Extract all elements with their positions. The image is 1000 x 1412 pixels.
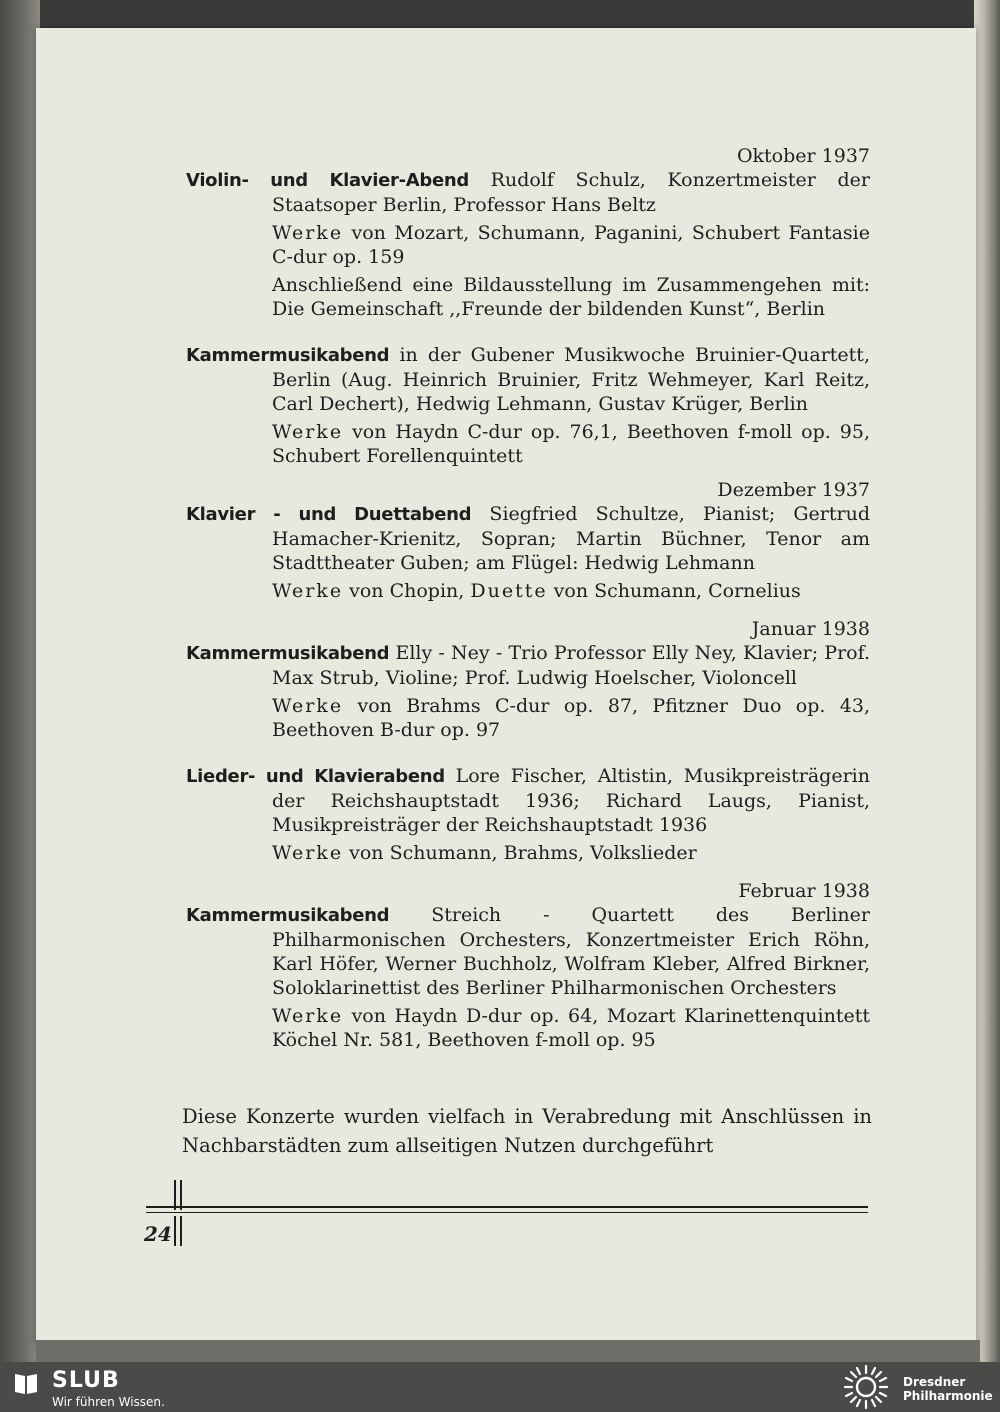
footer-rule [146,1212,868,1213]
concert-title: Kammermusikabend [186,905,390,926]
concert-works [186,841,870,865]
works-text: von Mozart, Schumann, Paganini, Schubert Fantasie C-dur op. 159 [272,222,871,268]
viewer-footer-bar [0,1362,1000,1412]
month-heading: Oktober 1937 [736,145,870,167]
dresdner-philharmonie-logo-icon [842,1364,890,1410]
concert-title: Kammermusikabend [186,643,390,664]
concert-entry [186,641,870,690]
works-text: von Brahms C-dur op. 87, Pfitzner Duo op. 43, Beethoven B-dur op. 97 [272,695,870,741]
spacer [186,742,870,764]
page-number: 24 [144,1222,172,1246]
spacer [186,321,870,343]
concert-works [186,694,870,742]
scan-left-edge [0,0,40,1362]
month-heading: Januar 1938 [751,618,870,640]
dresdner-philharmonie-line2: Philharmonie [903,1389,993,1403]
ornament-bar [180,1216,182,1246]
concert-title: Klavier - und Duettabend [186,504,472,525]
concert-entry [186,903,870,1000]
month-heading: Februar 1938 [738,880,870,902]
works-text: von Haydn D-dur op. 64, Mozart Klarinettenquintett Köchel Nr. 581, Beethoven f-moll op. 95 [272,1005,870,1051]
dresdner-philharmonie-line1: Dresdner [903,1375,966,1389]
concert-list [186,138,870,1052]
ornament-bar [174,1216,176,1246]
works-label: Werke [272,580,344,602]
works-label: Werke [272,222,344,244]
concert-performers: Rudolf Schulz, Konzertmeister der Staatsoper Berlin, Professor Hans Beltz [272,169,870,216]
works-label: Duette [470,580,548,602]
concert-works [186,579,870,603]
concert-works [186,221,870,269]
concert-title: Kammermusikabend [186,345,390,366]
concert-entry [186,764,870,837]
concert-works [186,420,870,468]
works-label: Werke [272,842,344,864]
concert-entry [186,343,870,416]
slub-logo-subtitle: Wir führen Wissen. [52,1395,165,1409]
month-heading: Dezember 1937 [717,479,870,501]
works-text: von Haydn C-dur op. 76,1, Beethoven f-moll op. 95, Schubert Forellenquintett [272,421,870,467]
concert-entry [186,168,870,217]
concert-performers: Elly - Ney - Trio Professor Elly Ney, Klavier; Prof. Max Strub, Violine; Prof. Ludwig Hoelscher, Violoncell [272,642,870,689]
works-label: Werke [272,421,344,443]
slub-logo-title: SLUB [52,1368,120,1393]
concert-performers: Siegfried Schultze, Pianist; Gertrud Hamacher-Krienitz, Sopran; Martin Büchner, Tenor am Stadttheater Guben; am Flügel: Hedwig Lehmann [272,503,871,574]
concert-title: Lieder- und Klavierabend [186,766,445,787]
works-text: von Schumann, Brahms, Volkslieder [349,842,697,864]
works-label: Werke [272,1005,344,1027]
concert-performers: Lore Fischer, Altistin, Musikpreisträgerin der Reichshauptstadt 1936; Richard Laugs, Pianist, Musikpreisträger der Reichshauptstadt 1936 [272,765,870,836]
concert-works [186,1004,870,1052]
closing-note: Diese Konzerte wurden vielfach in Verabredung mit Anschlüssen in Nachbarstädten zum allseitigen Nutzen durchgeführt [182,1105,872,1157]
scan-bottom-edge [36,1340,980,1362]
concert-note: Anschließend eine Bildausstellung im Zusammengehen mit: Die Gemeinschaft ,,Freunde der bildenden Kunst“, Berlin [272,274,870,320]
concert-title: Violin- und Klavier-Abend [186,170,469,191]
works-text: von Schumann, Cornelius [553,580,801,602]
slub-logo-icon [14,1371,40,1395]
concert-entry [186,502,870,575]
footer-rule [146,1206,868,1208]
concert-performers: Streich - Quartett des Berliner Philharmonischen Orchesters, Konzertmeister Erich Röhn, Karl Höfer, Werner Buchholz, Wolfram Kleber, Alfred Birkner, Soloklarinettist des Berliner Philharmonischen Orchesters [272,904,870,999]
works-label: Werke [272,695,344,717]
works-text: von Chopin, [349,580,465,602]
concert-performers: in der Gubener Musikwoche Bruinier-Quartett, Berlin (Aug. Heinrich Bruinier, Fritz Wehmeyer, Karl Reitz, Carl Dechert), Hedwig Lehmann, Gustav Krüger, Berlin [272,344,870,415]
scan-right-edge [974,0,1000,1362]
